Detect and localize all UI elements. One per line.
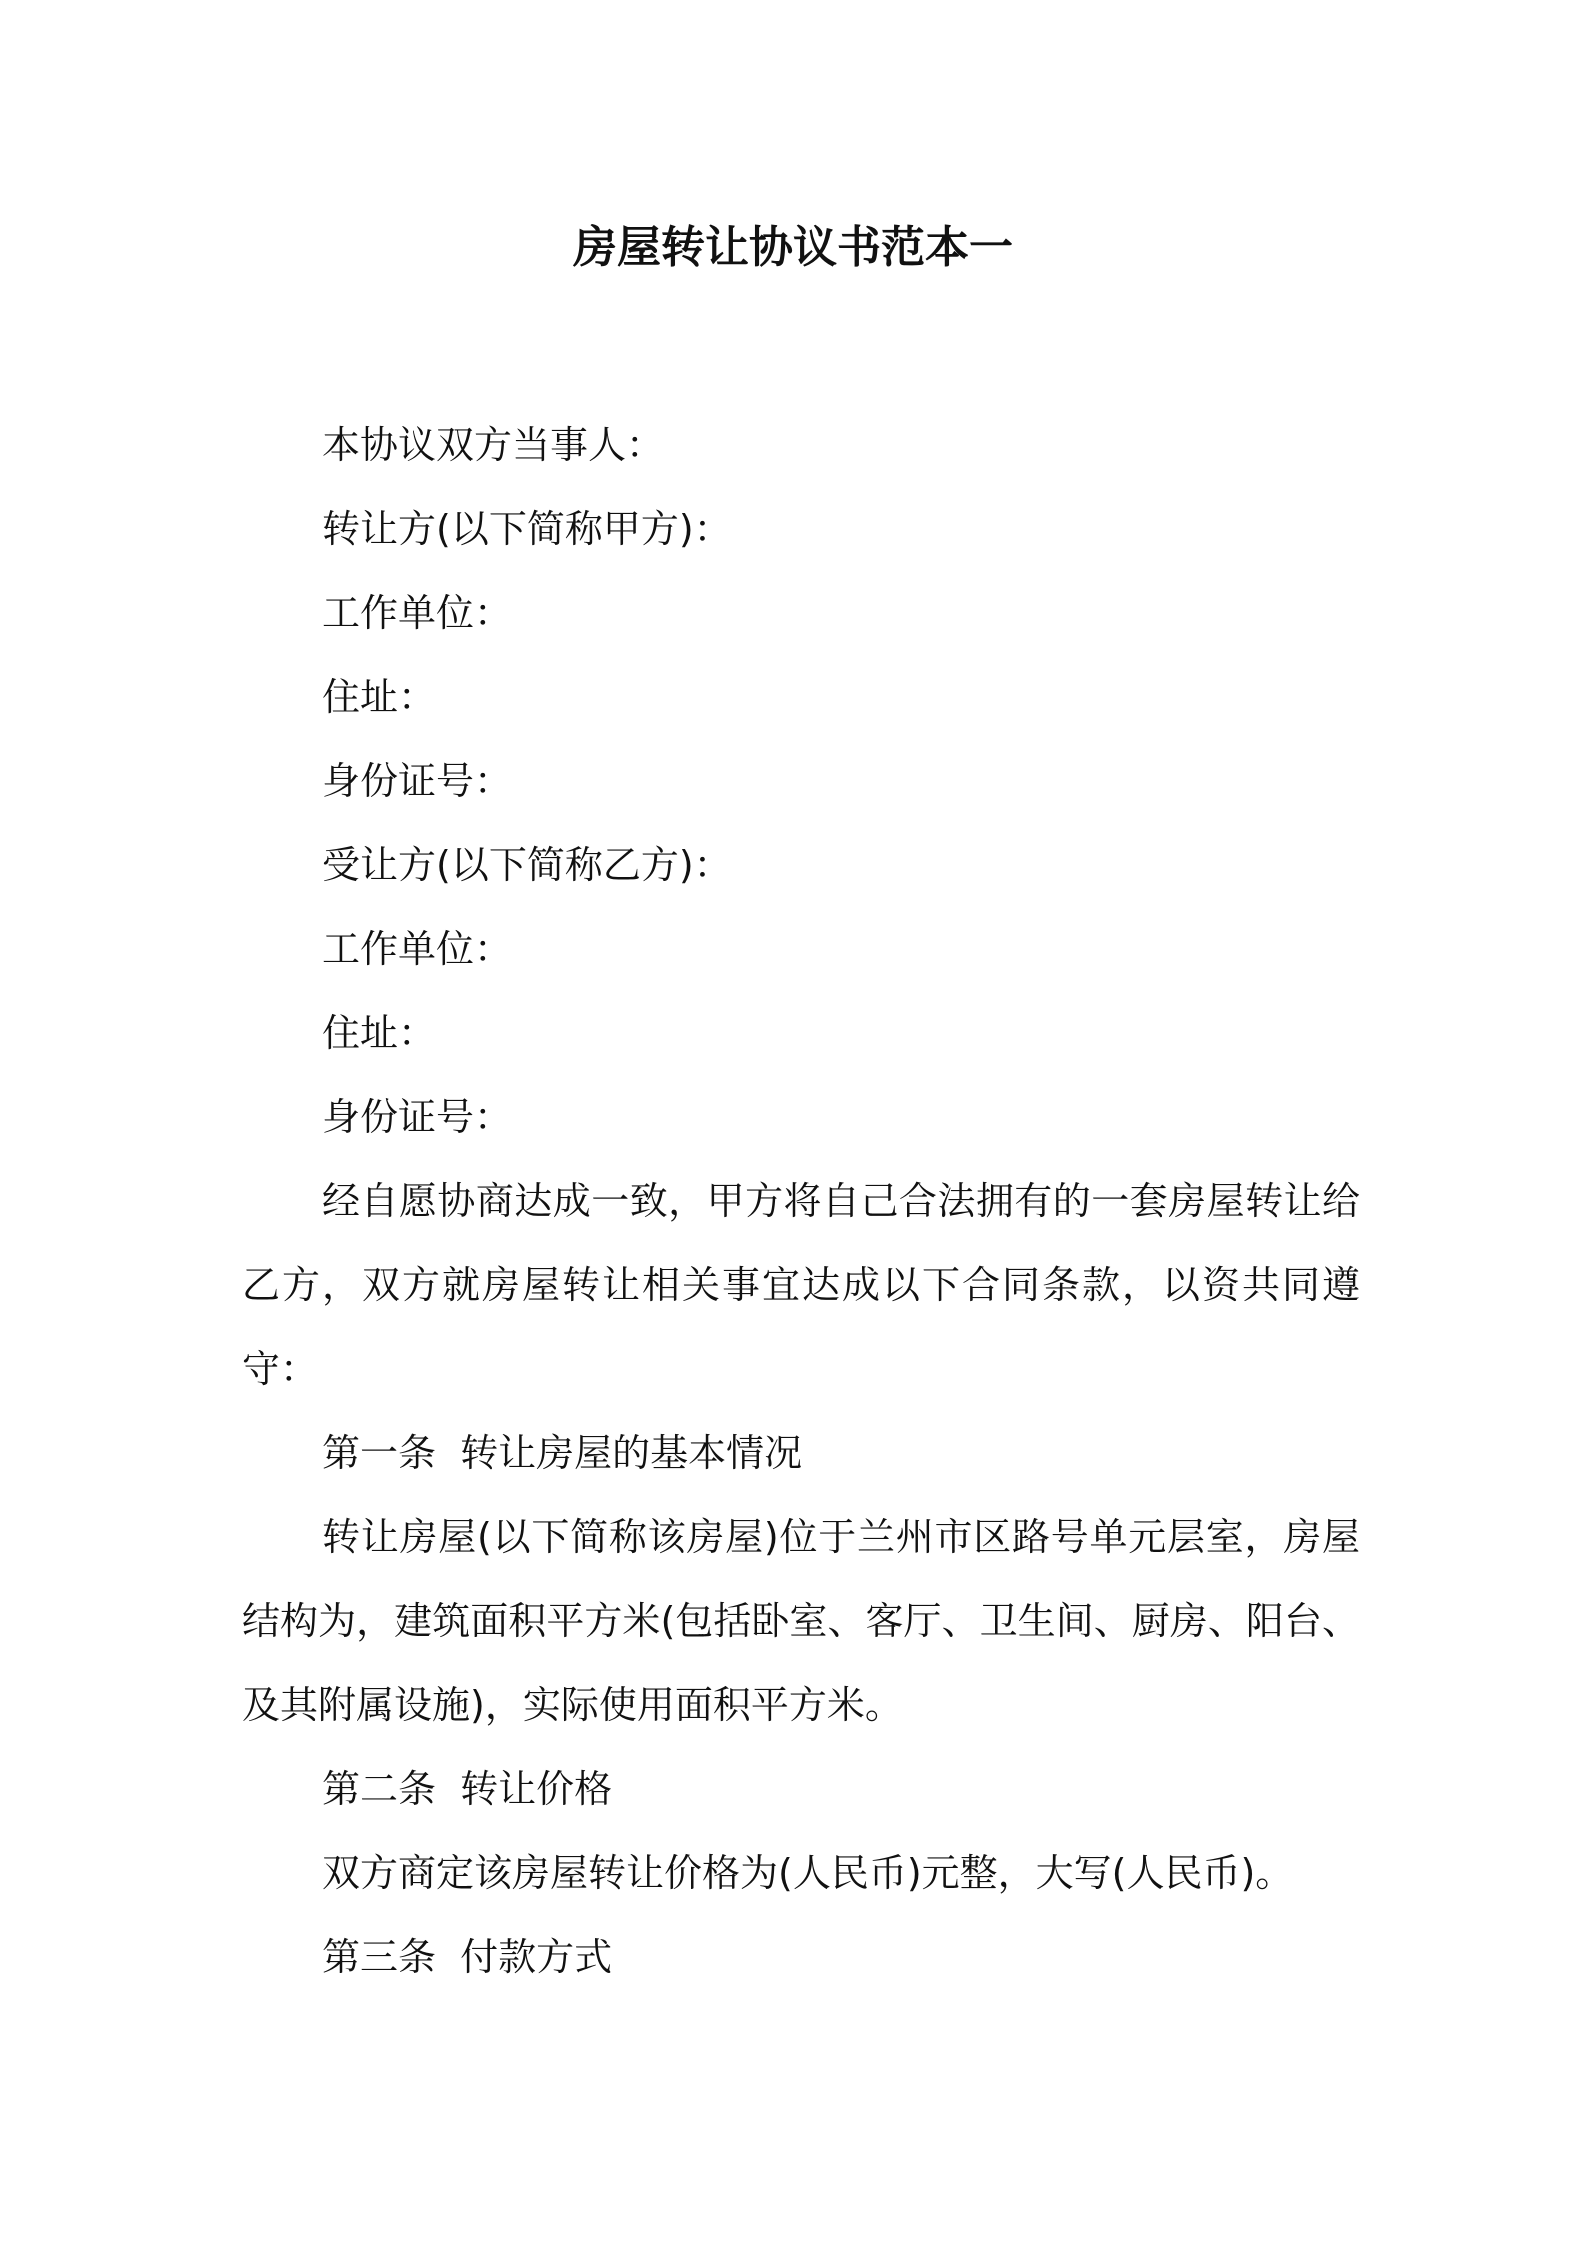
transferor-label: 转让方(以下简称甲方)： <box>322 507 732 551</box>
article-1-heading: 第一条 转让房屋的基本情况 <box>322 1431 803 1475</box>
article-1-text: 转让房屋(以下简称该房屋)位于兰州市区路号单元层室，房屋结构为，建筑面积平方米(包括卧室、客厅、卫生间、厨房、阳台、及其附属设施)，实际使用面积平方米。 <box>242 1515 1360 1727</box>
transferee-employer-label: 工作单位： <box>322 927 513 971</box>
intro-paragraph: 经自愿协商达成一致，甲方将自己合法拥有的一套房屋转让给乙方，双方就房屋转让相关事宜达成以下合同条款，以资共同遵守： <box>242 1179 1360 1391</box>
transferor-employer-label: 工作单位： <box>322 591 513 635</box>
document-title: 房屋转让协议书范本一 <box>573 222 1013 273</box>
document-body <box>242 403 1360 1999</box>
transferor-address-label: 住址： <box>322 675 437 719</box>
transferee-id-label: 身份证号： <box>322 1095 513 1139</box>
transferor-id-label: 身份证号： <box>322 759 513 803</box>
article-2-heading: 第二条 转让价格 <box>322 1767 613 1811</box>
parties-heading: 本协议双方当事人： <box>322 423 665 467</box>
article-3-heading: 第三条 付款方式 <box>322 1935 613 1979</box>
transferee-address-label: 住址： <box>322 1011 437 1055</box>
transferee-label: 受让方(以下简称乙方)： <box>322 843 732 887</box>
article-2-text: 双方商定该房屋转让价格为(人民币)元整，大写(人民币)。 <box>322 1851 1294 1895</box>
